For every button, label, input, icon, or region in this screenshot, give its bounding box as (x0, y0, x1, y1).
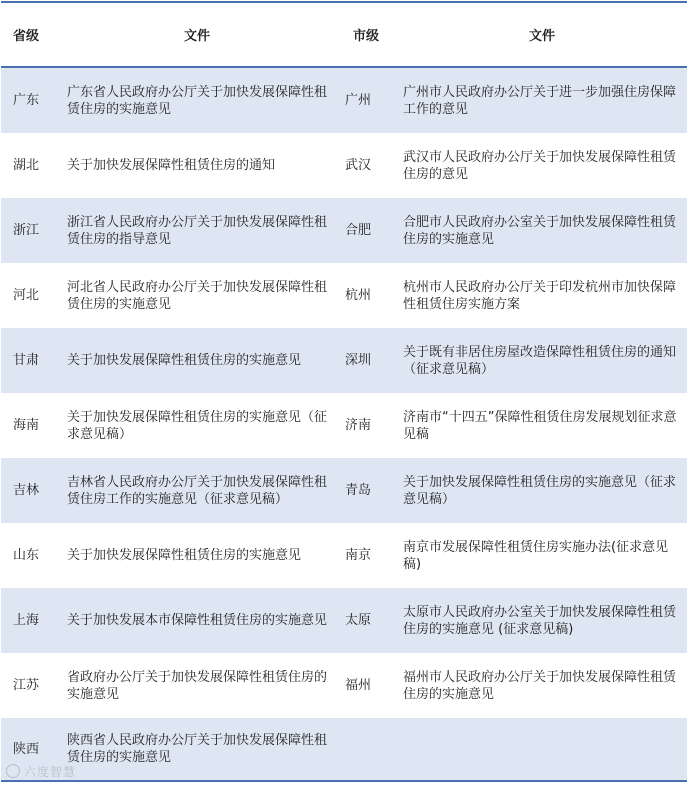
city-doc-cell (397, 718, 687, 780)
policy-table-container (1, 1, 687, 782)
city-doc-cell: 济南市“十四五”保障性租赁住房发展规划征求意见稿 (403, 409, 677, 442)
city-doc-cell: 杭州市人民政府办公厅关于印发杭州市加快保障性租赁住房实施方案 (403, 279, 677, 312)
province-cell: 上海 (1, 588, 53, 653)
city-cell: 广州 (341, 67, 397, 133)
table-row (1, 458, 687, 523)
province-doc-cell: 关于加快发展保障性租赁住房的实施意见 (53, 328, 341, 393)
province-doc-cell: 关于加快发展保障性租赁住房的实施意见 (67, 548, 302, 563)
policy-table (1, 3, 687, 780)
city-cell: 深圳 (341, 328, 397, 393)
province-cell: 浙江 (1, 198, 53, 263)
city-doc-cell: 广州市人民政府办公厅关于进一步加强住房保障工作的意见 (397, 67, 687, 133)
city-cell: 福州 (345, 678, 372, 693)
table-row (1, 328, 687, 393)
province-cell: 陕西 (1, 718, 53, 780)
header-city: 市级 (341, 3, 397, 67)
province-doc-cell: 浙江省人民政府办公厅关于加快发展保障性租赁住房的指导意见 (53, 198, 341, 263)
city-cell: 杭州 (345, 288, 372, 303)
table-row (1, 393, 687, 458)
watermark (6, 763, 76, 780)
city-doc-cell: 武汉市人民政府办公厅关于加快发展保障性租赁住房的意见 (403, 149, 677, 182)
header-province: 省级 (1, 3, 53, 67)
province-doc-cell: 陕西省人民政府办公厅关于加快发展保障性租赁住房的实施意见 (53, 718, 341, 780)
city-cell: 太原 (341, 588, 397, 653)
province-cell: 江苏 (13, 678, 40, 693)
watermark-text: 六度智慧 (24, 765, 77, 779)
city-doc-cell: 关于既有非居住房屋改造保障性租赁住房的通知（征求意见稿） (397, 328, 687, 393)
city-cell: 武汉 (345, 158, 372, 173)
table-row (1, 133, 687, 198)
province-doc-cell: 河北省人民政府办公厅关于加快发展保障性租赁住房的实施意见 (67, 279, 328, 312)
city-doc-cell: 南京市发展保障性租赁住房实施办法(征求意见稿) (403, 539, 669, 572)
city-doc-cell: 关于加快发展保障性租赁住房的实施意见（征求意见稿） (397, 458, 687, 523)
province-doc-cell: 吉林省人民政府办公厅关于加快发展保障性租赁住房工作的实施意见（征求意见稿） (53, 458, 341, 523)
province-cell: 山东 (13, 548, 40, 563)
province-cell: 海南 (13, 418, 40, 433)
province-doc-cell: 关于加快发展保障性租赁住房的通知 (67, 158, 276, 173)
province-cell: 河北 (13, 288, 40, 303)
city-cell: 南京 (345, 548, 372, 563)
province-cell: 广东 (1, 67, 53, 133)
table-row (1, 523, 687, 588)
table-row (1, 653, 687, 718)
watermark-logo-icon (6, 764, 20, 778)
province-doc-cell: 关于加快发展保障性租赁住房的实施意见（征求意见稿） (67, 409, 328, 442)
city-doc-cell: 太原市人民政府办公室关于加快发展保障性租赁住房的实施意见 (征求意见稿) (397, 588, 687, 653)
province-cell: 湖北 (13, 158, 40, 173)
city-cell: 合肥 (341, 198, 397, 263)
city-cell (341, 718, 397, 780)
city-doc-cell: 福州市人民政府办公厅关于加快发展保障性租赁住房的实施意见 (403, 669, 677, 702)
city-cell: 青岛 (341, 458, 397, 523)
header-province-doc: 文件 (53, 3, 341, 67)
city-cell: 济南 (345, 418, 372, 433)
table-bottom-rule (1, 780, 687, 782)
city-doc-cell: 合肥市人民政府办公室关于加快发展保障性租赁住房的实施意见 (397, 198, 687, 263)
province-doc-cell: 关于加快发展本市保障性租赁住房的实施意见 (53, 588, 341, 653)
table-row (1, 198, 687, 263)
table-row (1, 718, 687, 780)
province-cell: 甘肃 (1, 328, 53, 393)
table-row (1, 263, 687, 328)
province-doc-cell: 省政府办公厅关于加快发展保障性租赁住房的实施意见 (67, 669, 328, 702)
province-doc-cell: 广东省人民政府办公厅关于加快发展保障性租赁住房的实施意见 (53, 67, 341, 133)
table-row (1, 67, 687, 133)
table-row (1, 588, 687, 653)
province-cell: 吉林 (1, 458, 53, 523)
header-row (1, 3, 687, 67)
header-city-doc: 文件 (397, 3, 687, 67)
